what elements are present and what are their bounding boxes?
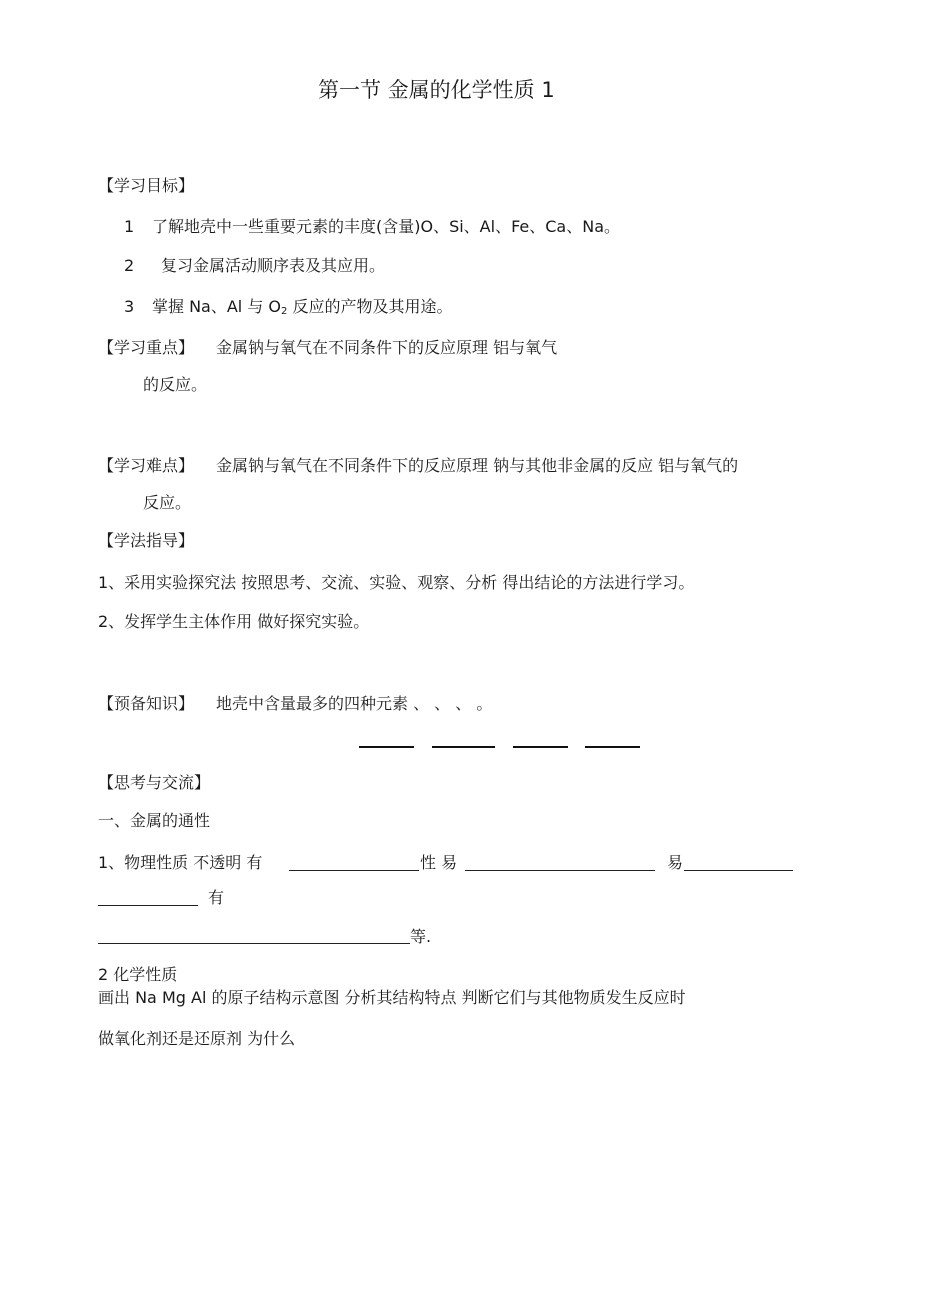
physical-blank-4 xyxy=(98,905,198,906)
key-points-line-1: 金属钠与氧气在不同条件下的反应原理 铝与氧气 xyxy=(216,338,558,357)
prior-knowledge-text: 地壳中含量最多的四种元素 、 、 、 。 xyxy=(216,694,493,713)
chemical-question-line-1: 画出 Na Mg Al 的原子结构示意图 分析其结构特点 判断它们与其他物质发生反应时 xyxy=(98,988,686,1007)
objective-2-text: 复习金属活动顺序表及其应用。 xyxy=(161,256,386,275)
method-item-1: 1、采用实验探究法 按照思考、交流、实验、观察、分析 得出结论的方法进行学习。 xyxy=(98,573,695,592)
section-general-properties: 一、金属的通性 xyxy=(98,811,211,830)
physical-word-etc: 等. xyxy=(410,927,432,946)
chemical-properties-header: 2 化学性质 xyxy=(98,965,178,984)
difficulties-line-2: 反应。 xyxy=(143,493,192,512)
key-points-header: 【学习重点】 xyxy=(98,338,195,357)
answer-blank-4 xyxy=(585,746,640,748)
objective-1-number: 1 xyxy=(124,217,135,236)
method-header: 【学法指导】 xyxy=(98,531,195,550)
prior-knowledge-header: 【预备知识】 xyxy=(98,694,195,713)
objective-3-number: 3 xyxy=(124,297,135,316)
physical-blank-1 xyxy=(289,870,419,871)
difficulties-line-1: 金属钠与氧气在不同条件下的反应原理 钠与其他非金属的反应 铝与氧气的 xyxy=(216,456,739,475)
page-title: 第一节 金属的化学性质 1 xyxy=(318,78,555,102)
method-item-2: 2、发挥学生主体作用 做好探究实验。 xyxy=(98,612,370,631)
physical-word-have: 有 xyxy=(208,888,225,907)
subscript-two: 2 xyxy=(281,306,288,317)
chemical-question-line-2: 做氧化剂还是还原剂 为什么 xyxy=(98,1029,296,1048)
physical-word-easy: 易 xyxy=(667,853,684,872)
objective-3-text: 掌握 Na、Al 与 $O_2$ 反应的产物及其用途。 xyxy=(152,297,453,317)
physical-blank-3 xyxy=(684,870,793,871)
objective-1-text: 了解地壳中一些重要元素的丰度(含量)O、Si、Al、Fe、Ca、Na。 xyxy=(152,217,620,236)
answer-blank-3 xyxy=(513,746,568,748)
answer-blank-2 xyxy=(432,746,495,748)
objectives-header: 【学习目标】 xyxy=(98,176,195,195)
think-discuss-header: 【思考与交流】 xyxy=(98,773,211,792)
physical-blank-5 xyxy=(98,943,410,944)
physical-word-nature-easy: 性 易 xyxy=(420,853,458,872)
difficulties-header: 【学习难点】 xyxy=(98,456,195,475)
physical-blank-2 xyxy=(465,870,655,871)
answer-blank-1 xyxy=(359,746,414,748)
key-points-line-2: 的反应。 xyxy=(143,375,208,394)
objective-2-number: 2 xyxy=(124,256,135,275)
physical-properties-lead: 1、物理性质 不透明 有 xyxy=(98,853,263,872)
